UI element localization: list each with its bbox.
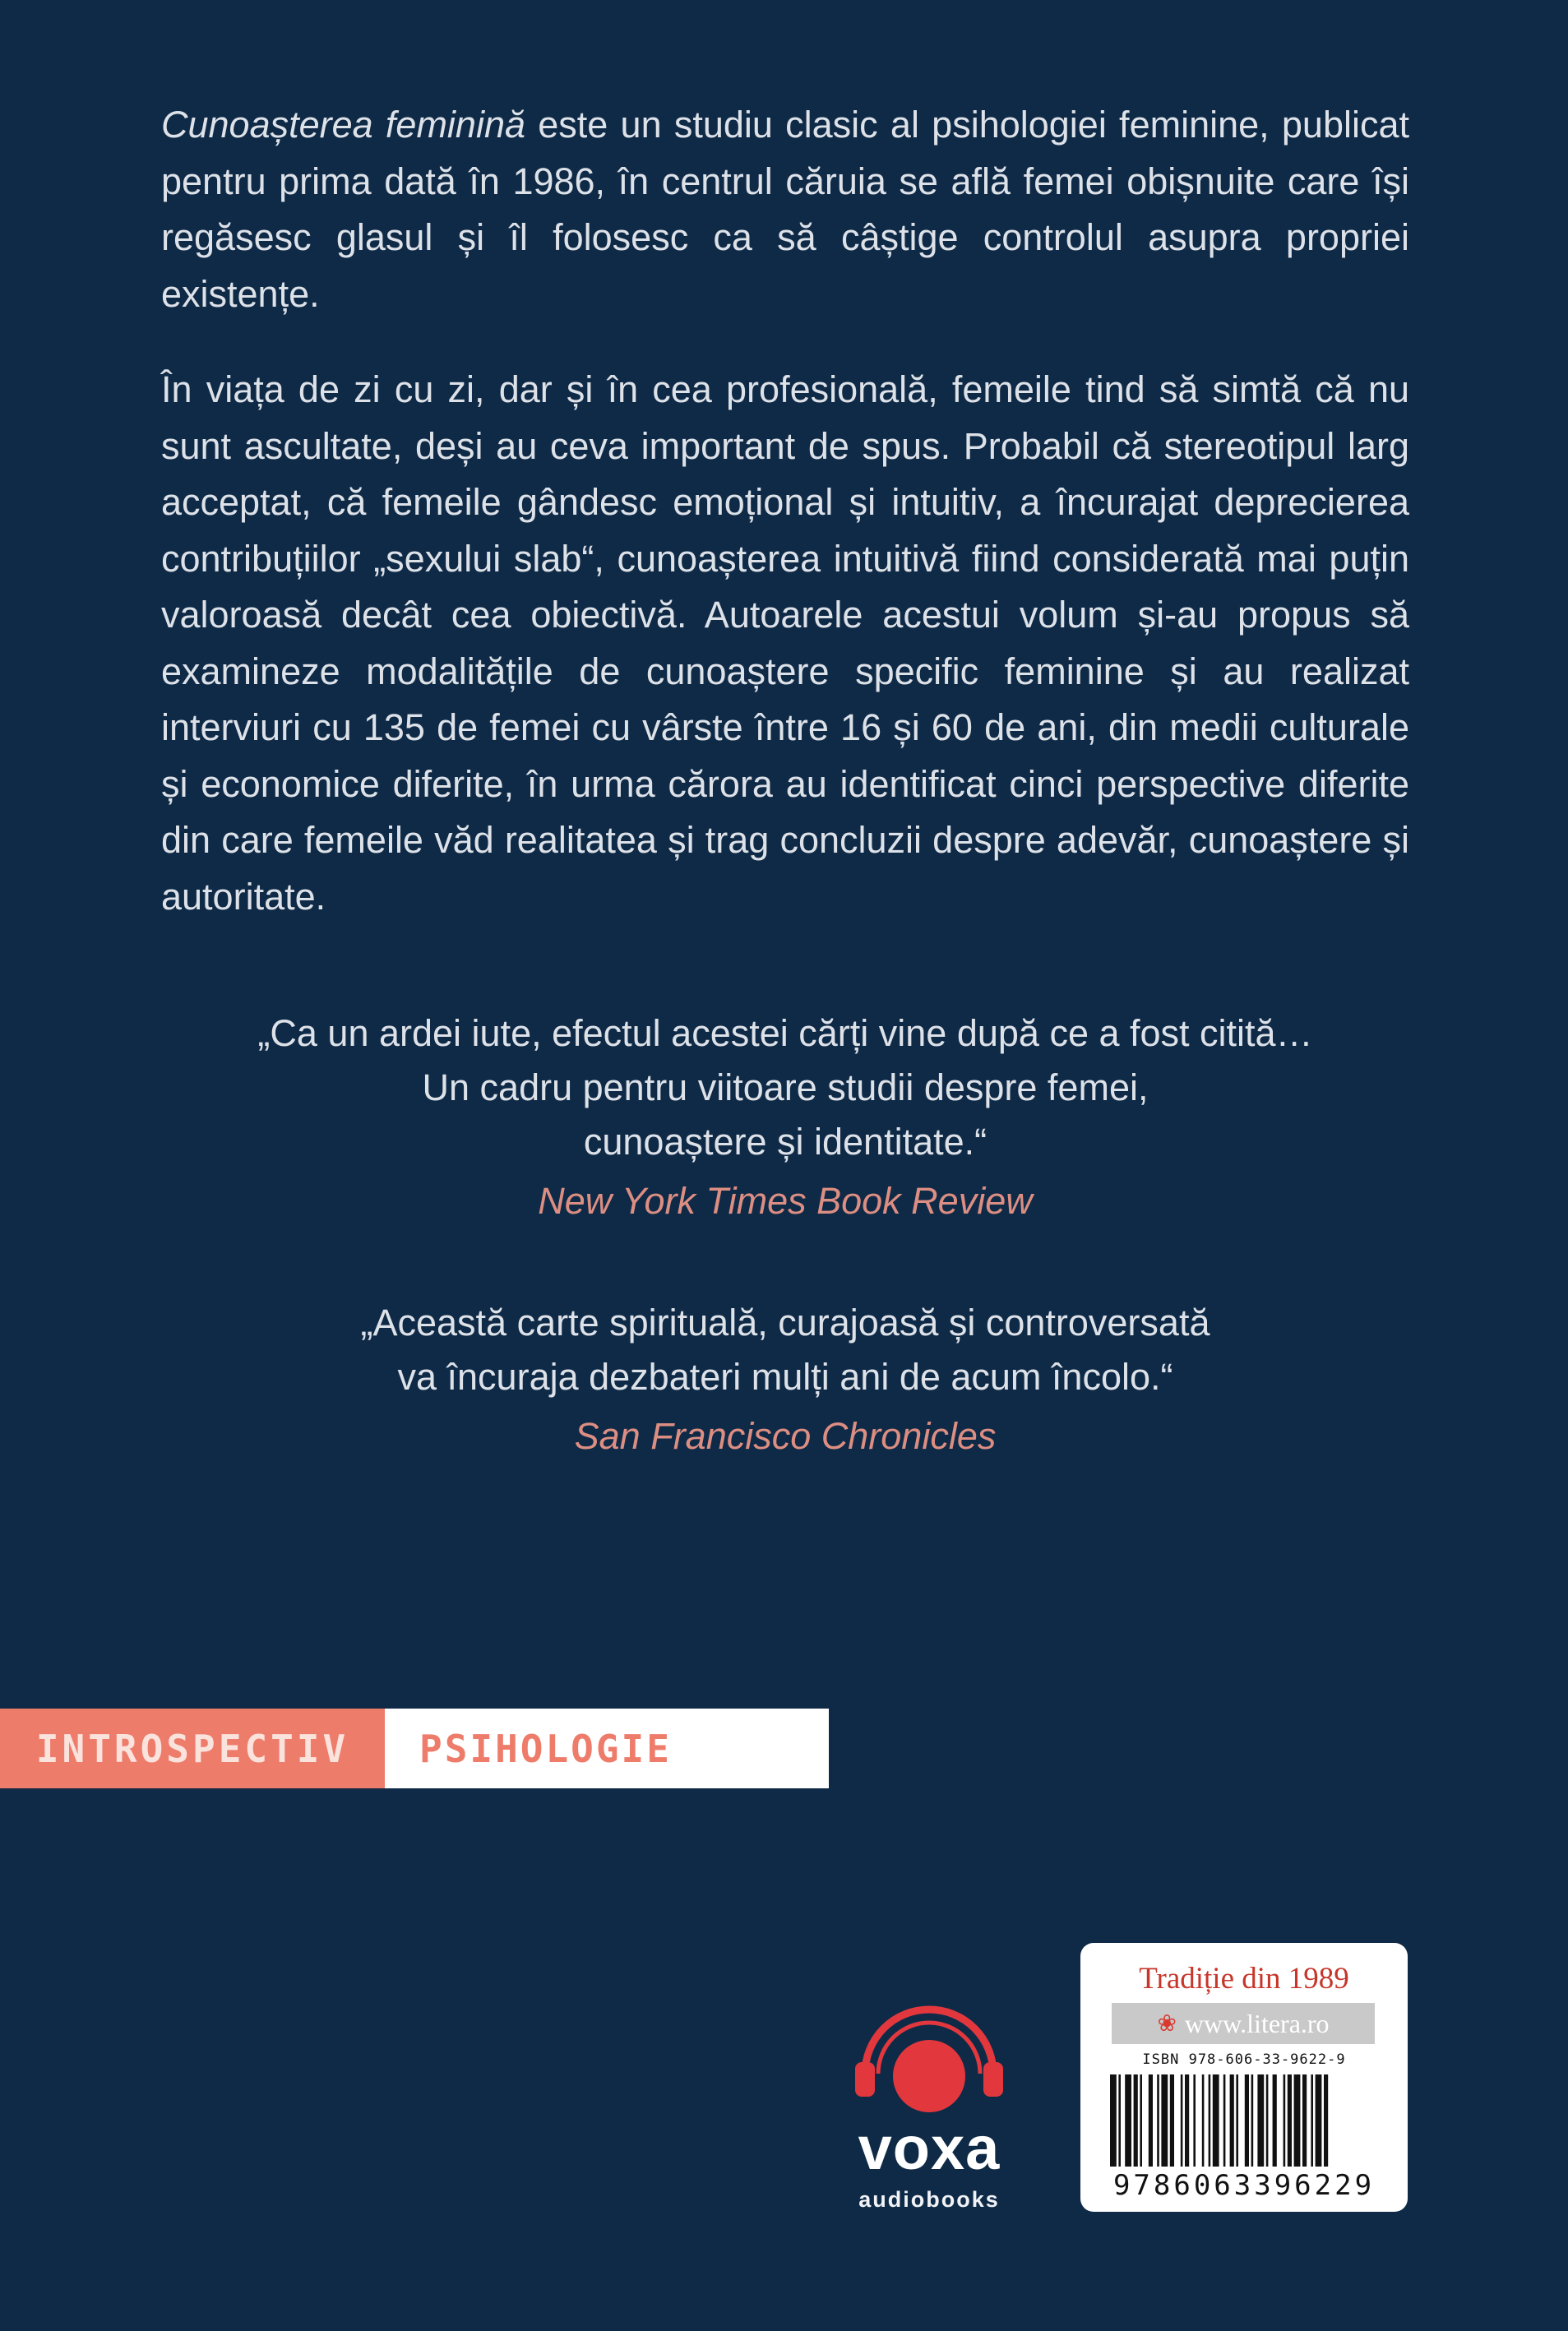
barcode-bar <box>1125 2074 1131 2167</box>
barcode-bar <box>1134 2074 1138 2167</box>
quote-line: „Această carte spirituală, curajoasă și controversată <box>360 1302 1210 1344</box>
barcode-bar <box>1294 2074 1301 2167</box>
blurb-paragraph-1-text: este un studiu clasic al psihologiei feminine, publicat pentru prima dată în 1986, în centrul căruia se află femei obișnuite care își regăsesc glasul și îl folosesc ca să câștige controlul asupra propriei existențe. <box>161 104 1409 315</box>
barcode-bar <box>1209 2074 1211 2167</box>
barcode-bar <box>1149 2074 1153 2167</box>
website-text: www.litera.ro <box>1184 2008 1330 2038</box>
barcode-bar <box>1181 2074 1183 2167</box>
series-banner <box>0 1709 829 1788</box>
blurb-paragraph-2: În viața de zi cu zi, dar și în cea profesională, femeile tind să simtă că nu sunt ascultate, deși au ceva important de spus. Probabil că stereotipul larg acceptat, că femeile gândesc emoțional și intuitiv, a încurajat deprecierea contribuțiilor „sexului slab“, cunoașterea intuitivă fiind considerată mai puțin valoroasă decât cea obiectivă. Autoarele acestui volum și-au propus să examineze modalitățile de cunoaștere specific feminine și au realizat interviuri cu 135 de femei cu vârste între 16 și 60 de ani, din medii culturale și economice diferite, în urma cărora au identificat cinci perspective diferite din care femeile văd realitatea și trag concluzii despre adevăr, cunoaștere și autoritate. <box>161 368 1409 918</box>
voxa-logo <box>830 1998 1028 2220</box>
logo-tagline: audiobooks <box>858 2187 1000 2212</box>
isbn-text: ISBN 978-606-33-9622-9 <box>1142 2051 1346 2068</box>
publisher-leaf-icon: ❀ <box>1157 2011 1177 2037</box>
collection-label: INTROSPECTIV <box>0 1709 385 1788</box>
barcode-bar <box>1324 2074 1328 2167</box>
barcode-bar <box>1213 2074 1219 2167</box>
logo-wordmark: voxa <box>858 2114 1001 2182</box>
barcode-bar <box>1251 2074 1254 2167</box>
barcode-bar <box>1170 2074 1174 2167</box>
barcode-bar <box>1193 2074 1196 2167</box>
barcode-bar <box>1316 2074 1322 2167</box>
barcode-bar <box>1185 2074 1189 2167</box>
barcode-bar <box>1245 2074 1249 2167</box>
barcode-label <box>1080 1943 1408 2212</box>
headphones-icon <box>830 1998 1028 2113</box>
quote-line: Un cadru pentru viitoare studii despre femei, <box>422 1066 1149 1108</box>
book-title: Cunoașterea feminină <box>161 104 526 146</box>
publisher-tagline: Tradiție din 1989 <box>1139 1962 1349 1996</box>
barcode-digits: 9786063396229 <box>1112 2169 1376 2202</box>
quote-line: va încuraja dezbateri mulți ani de acum încolo.“ <box>397 1356 1173 1398</box>
barcode-bar <box>1284 2074 1286 2167</box>
barcode-bar <box>1118 2074 1121 2167</box>
barcode-bars <box>1108 2074 1380 2167</box>
quote-source: New York Times Book Review <box>538 1180 1033 1222</box>
quote-line: „Ca un ardei iute, efectul acestei cărți vine după ce a fost citită… <box>257 1012 1313 1054</box>
blurb-paragraph-1 <box>161 97 1409 322</box>
quote-line: cunoaștere și identitate.“ <box>583 1121 988 1163</box>
barcode-bar <box>1302 2074 1307 2167</box>
barcode-bar <box>1140 2074 1142 2167</box>
category-label: PSIHOLOGIE <box>385 1709 829 1788</box>
review-quote-1 <box>161 1006 1409 1228</box>
barcode-bar <box>1288 2074 1292 2167</box>
publisher-website <box>1112 2003 1375 2044</box>
barcode-bar <box>1230 2074 1234 2167</box>
back-cover-blurb <box>161 97 1409 925</box>
quote-source: San Francisco Chronicles <box>574 1415 997 1457</box>
barcode-bar <box>1202 2074 1205 2167</box>
barcode-bar <box>1266 2074 1269 2167</box>
barcode-bar <box>1157 2074 1159 2167</box>
barcode-bar <box>1223 2074 1226 2167</box>
barcode-bar <box>1257 2074 1264 2167</box>
barcode-bar <box>1236 2074 1238 2167</box>
barcode-bar <box>1311 2074 1313 2167</box>
barcode-bar <box>1273 2074 1277 2167</box>
barcode-bar <box>1161 2074 1168 2167</box>
review-quote-2 <box>161 1296 1409 1464</box>
barcode-bar <box>1110 2074 1117 2167</box>
